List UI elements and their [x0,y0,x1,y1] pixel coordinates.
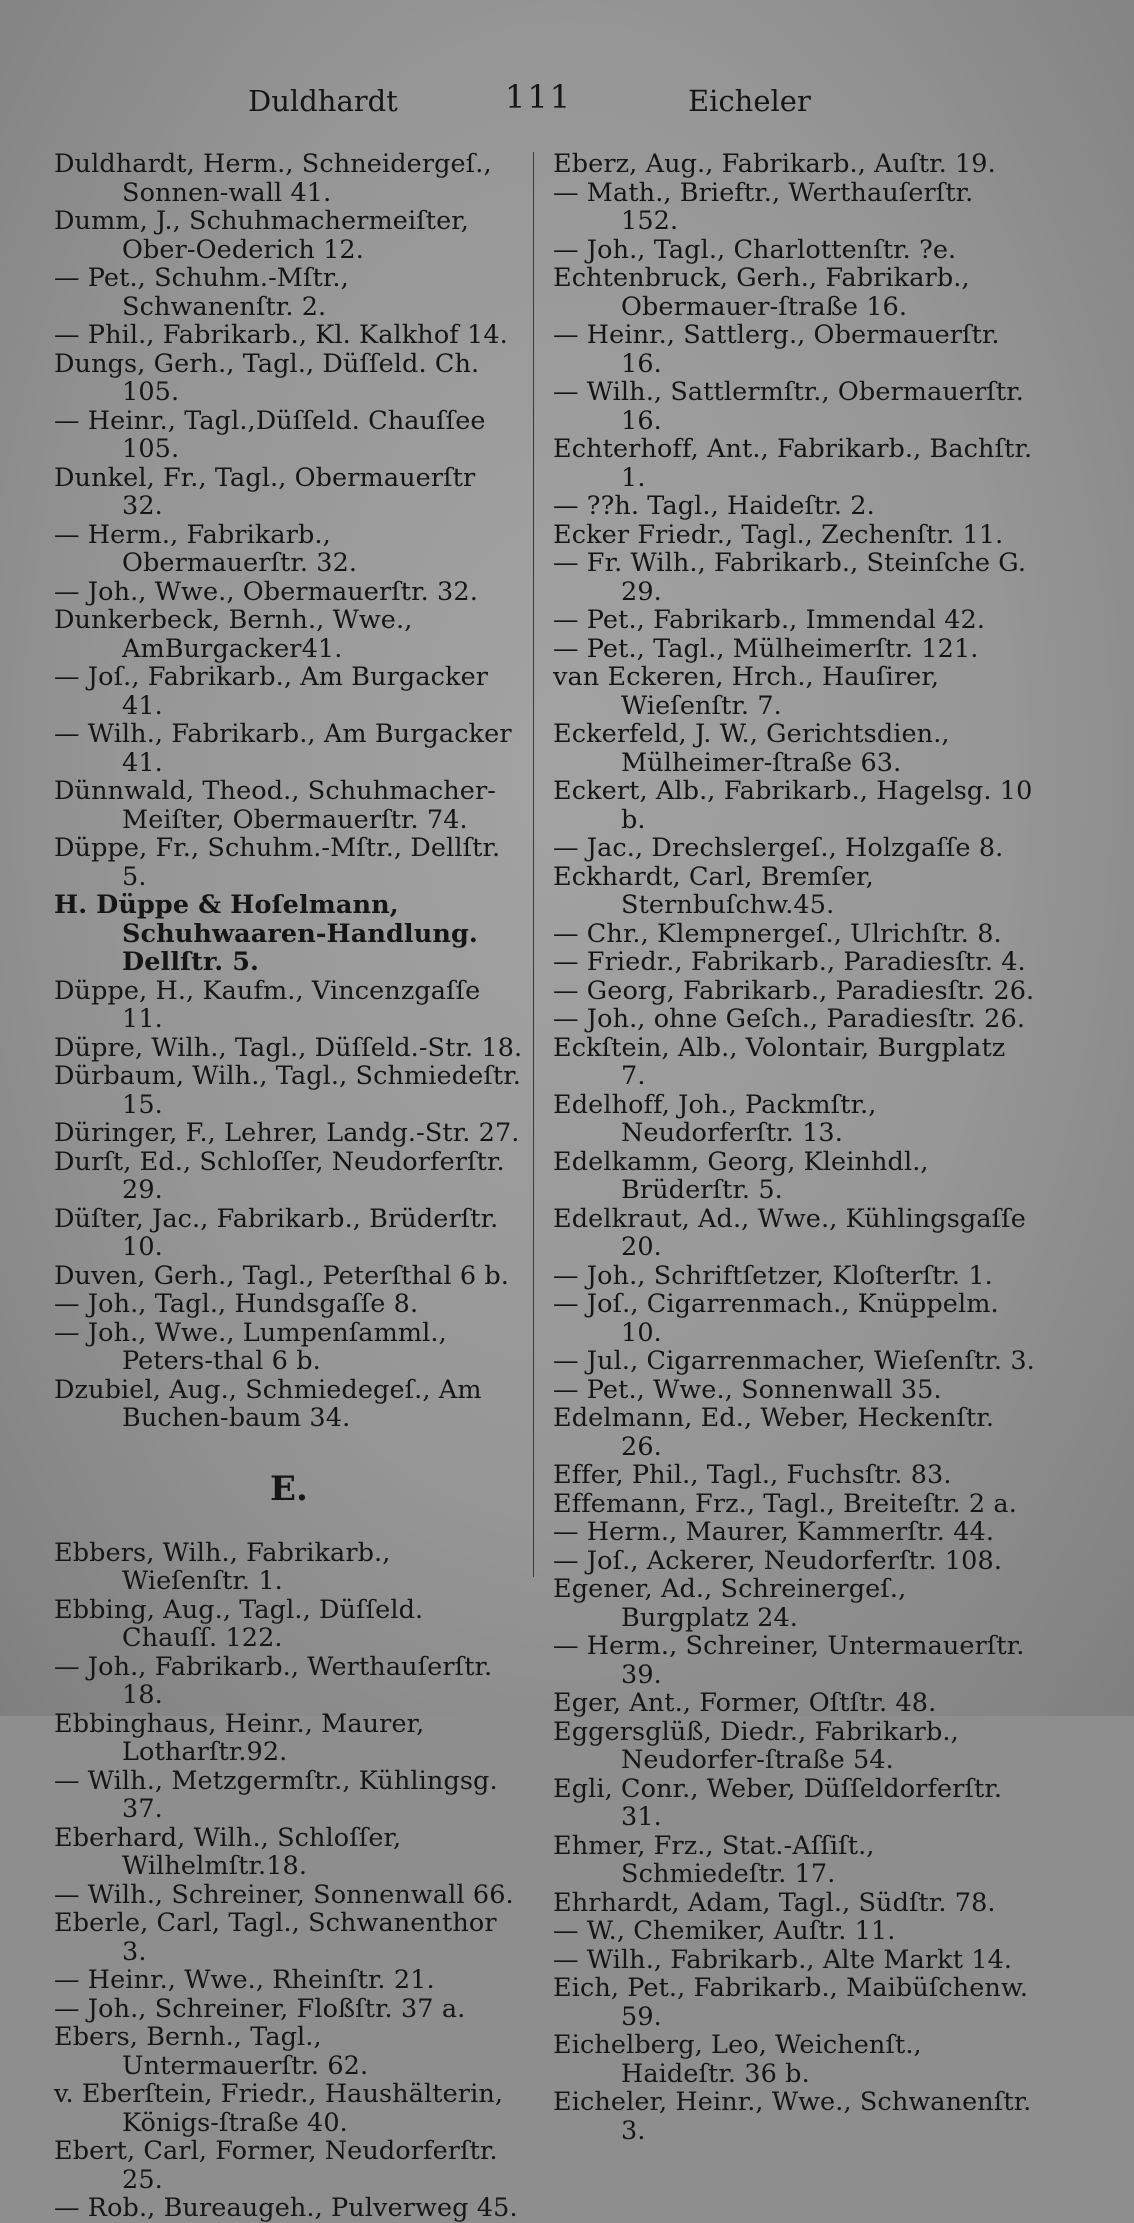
directory-entry: — Phil., Fabrikarb., Kl. Kalkhof 14. [54,320,508,350]
directory-entry: Dungs, Gerh., Tagl., Düſſeld. Ch. 105. [54,348,480,407]
directory-entry: Eich, Pet., Fabrikarb., Maibüſchenw. 59. [553,1973,1029,2032]
directory-entry: — Heinr., Tagl.,Düſſeld. Chauſſee 105. [54,405,486,464]
right-entries [553,150,1038,2145]
directory-entry: Düſter, Jac., Fabrikarb., Brüderſtr. 10. [54,1203,499,1262]
page-number: 111 [505,78,573,116]
directory-entry: Egli, Conr., Weber, Düſſeldorferſtr. 31. [553,1773,1003,1832]
directory-entry: — Fr. Wilh., Fabrikarb., Steinſche G. 29. [553,548,1027,607]
directory-entry: Eggersglüß, Diedr., Fabrikarb., Neudorfer-ſtraße 54. [553,1716,959,1775]
directory-entry: — Math., Brieftr., Werthauſerſtr. 152. [553,177,974,236]
directory-entry: Durſt, Ed., Schloſſer, Neudorferſtr. 29. [54,1146,505,1205]
directory-entry: — Pet., Schuhm.-Mſtr., Schwanenſtr. 2. [54,263,349,322]
directory-entry: Eichelberg, Leo, Weichenſt., Haideſtr. 36 b. [553,2030,922,2089]
directory-entry: — Wilh., Fabrikarb., Am Burgacker 41. [54,719,512,778]
left-entries-e [54,1539,524,2223]
directory-entry: — Joh., Wwe., Obermauerſtr. 32. [54,576,478,607]
directory-entry: — Heinr., Wwe., Rheinſtr. 21. [54,1965,435,1995]
directory-entry: — Herm., Maurer, Kammerſtr. 44. [553,1517,995,1547]
directory-entry: — Wilh., Sattlermſtr., Obermauerſtr. 16. [553,377,1024,436]
header-last-name: Eicheler [688,84,811,118]
directory-entry: Echtenbruck, Gerh., Fabrikarb., Obermauer-ſtraße 16. [553,263,970,322]
directory-entry: — Joſ., Fabrikarb., Am Burgacker 41. [54,662,489,721]
directory-entry: Dunkel, Fr., Tagl., Obermauerſtr 32. [54,462,476,521]
directory-entry: Eberhard, Wilh., Schloſſer, Wilhelmſtr.18. [54,1822,402,1881]
directory-entry: Ehmer, Frz., Stat.-Aſſiſt., Schmiedeſtr. 17. [553,1830,875,1889]
directory-entry: v. Eberſtein, Friedr., Haushälterin, Königs-ſtraße 40. [54,2079,504,2138]
directory-entry: — Joh., ohne Geſch., Paradiesſtr. 26. [553,1004,1026,1034]
directory-entry: H. Düppe & Hoſelmann, Schuhwaaren-Handlung. Dellſtr. 5. [54,890,478,977]
directory-entry: Ebbinghaus, Heinr., Maurer, Lotharſtr.92. [54,1708,425,1767]
directory-entry: Duldhardt, Herm., Schneidergeſ., Sonnen-wall 41. [54,149,492,208]
directory-entry: Eckhardt, Carl, Bremſer, Sternbuſchw.45. [553,861,874,920]
directory-entry: Dünnwald, Theod., Schuhmacher-Meiſter, Obermauerſtr. 74. [54,776,496,835]
directory-entry: Ecker Friedr., Tagl., Zechenſtr. 11. [553,519,1004,550]
directory-entry: — Jul., Cigarrenmacher, Wieſenſtr. 3. [553,1346,1035,1376]
directory-entry: Effer, Phil., Tagl., Fuchsſtr. 83. [553,1460,952,1490]
header-first-name: Duldhardt [248,84,398,118]
directory-entry: — Jac., Drechslergeſ., Holzgaſſe 8. [553,833,1004,863]
directory-entry: Eberle, Carl, Tagl., Schwanenthor 3. [54,1908,497,1967]
directory-entry: Dunkerbeck, Bernh., Wwe., AmBurgacker41. [54,605,413,664]
directory-entry: Eicheler, Heinr., Wwe., Schwanenſtr. 3. [553,2087,1032,2146]
directory-entry: Ebbing, Aug., Tagl., Düſſeld. Chauſſ. 122. [54,1594,424,1653]
directory-entry: Duven, Gerh., Tagl., Peterſthal 6 b. [54,1260,509,1291]
directory-entry: — Joh., Schriftſetzer, Kloſterſtr. 1. [553,1260,993,1291]
directory-entry: Dürbaum, Wilh., Tagl., Schmiedeſtr. 15. [54,1061,521,1120]
right-column [553,150,1038,2145]
directory-entry: — Heinr., Sattlerg., Obermauerſtr. 16. [553,320,1000,379]
directory-entry: Düppe, Fr., Schuhm.-Mſtr., Dellſtr. 5. [54,833,501,892]
directory-entry: Düringer, F., Lehrer, Landg.-Str. 27. [54,1118,520,1148]
directory-entry: — Herm., Fabrikarb., Obermauerſtr. 32. [54,519,358,578]
directory-entry: Düpre, Wilh., Tagl., Düſſeld.-Str. 18. [54,1032,523,1063]
directory-entry: Ehrhardt, Adam, Tagl., Südſtr. 78. [553,1887,996,1918]
directory-entry: Ebbers, Wilh., Fabrikarb., Wieſenſtr. 1. [54,1537,391,1596]
directory-entry: Effemann, Frz., Tagl., Breiteſtr. 2 a. [553,1488,1017,1519]
directory-entry: — Joſ., Ackerer, Neudorferſtr. 108. [553,1545,1003,1576]
column-divider [533,152,534,1577]
directory-entry: — Wilh., Metzgermſtr., Kühlingsg. 37. [54,1765,498,1824]
directory-entry: Edelhoff, Joh., Packmſtr., Neudorferſtr. 13. [553,1089,877,1148]
left-entries-d [54,150,524,1433]
directory-entry: — Wilh., Fabrikarb., Alte Markt 14. [553,1944,1013,1975]
directory-entry: — Joſ., Cigarrenmach., Knüppelm. 10. [553,1289,999,1348]
directory-entry: — Joh., Wwe., Lumpenſamml., Peters-thal 6 b. [54,1317,447,1376]
directory-entry: Düppe, H., Kaufm., Vincenzgaſſe 11. [54,975,481,1034]
directory-entry: — Pet., Tagl., Mülheimerſtr. 121. [553,633,979,664]
directory-entry: — Georg, Fabrikarb., Paradiesſtr. 26. [553,975,1035,1006]
directory-entry: — Chr., Klempnergeſ., Ulrichſtr. 8. [553,918,1002,949]
directory-entry: Edelmann, Ed., Weber, Heckenſtr. 26. [553,1403,995,1462]
directory-entry: — Joh., Tagl., Hundsgaſſe 8. [54,1289,419,1319]
left-column [54,150,524,2223]
directory-entry: Dumm, J., Schuhmachermeiſter, Ober-Oederich 12. [54,206,469,265]
directory-entry: — Pet., Wwe., Sonnenwall 35. [553,1374,942,1405]
section-heading: E. [270,1468,308,1509]
directory-entry: Ebers, Bernh., Tagl., Untermauerſtr. 62. [54,2022,369,2081]
directory-entry: van Eckeren, Hrch., Hauſirer, Wieſenſtr. 7. [553,662,940,721]
directory-entry: Eberz, Aug., Fabrikarb., Auſtr. 19. [553,149,996,179]
directory-entry: — Pet., Fabrikarb., Immendal 42. [553,605,986,635]
directory-entry: Dzubiel, Aug., Schmiedegeſ., Am Buchen-baum 34. [54,1374,482,1433]
directory-entry: Echterhoff, Ant., Fabrikarb., Bachſtr. 1. [553,434,1033,493]
directory-entry: — ??h. Tagl., Haideſtr. 2. [553,491,875,521]
directory-entry: Egener, Ad., Schreinergeſ., Burgplatz 24. [553,1574,907,1633]
directory-entry: — Friedr., Fabrikarb., Paradiesſtr. 4. [553,947,1026,977]
running-header [0,78,1134,128]
directory-entry: — Wilh., Schreiner, Sonnenwall 66. [54,1879,514,1910]
directory-entry: — Joh., Fabrikarb., Werthauſerſtr. 18. [54,1651,493,1710]
directory-entry: Ebert, Carl, Former, Neudorferſtr. 25. [54,2136,498,2195]
directory-entry: Edelkraut, Ad., Wwe., Kühlingsgaſſe 20. [553,1203,1026,1262]
directory-entry: — Rob., Bureaugeh., Pulverweg 45. [54,2193,518,2223]
directory-entry: — Joh., Schreiner, Floßſtr. 37 a. [54,1993,466,2024]
directory-entry: — Herm., Schreiner, Untermauerſtr. 39. [553,1631,1025,1690]
directory-entry: — Joh., Tagl., Charlottenſtr. ?e. [553,234,957,265]
directory-entry: Eckſtein, Alb., Volontair, Burgplatz 7. [553,1032,1006,1091]
directory-entry: — W., Chemiker, Auſtr. 11. [553,1916,896,1946]
directory-entry: Eger, Ant., Former, Oſtſtr. 48. [553,1688,937,1718]
directory-entry: Eckerfeld, J. W., Gerichtsdien., Mülheimer-ſtraße 63. [553,719,950,778]
directory-entry: Edelkamm, Georg, Kleinhdl., Brüderſtr. 5. [553,1146,929,1205]
directory-entry: Eckert, Alb., Fabrikarb., Hagelsg. 10 b. [553,776,1033,835]
